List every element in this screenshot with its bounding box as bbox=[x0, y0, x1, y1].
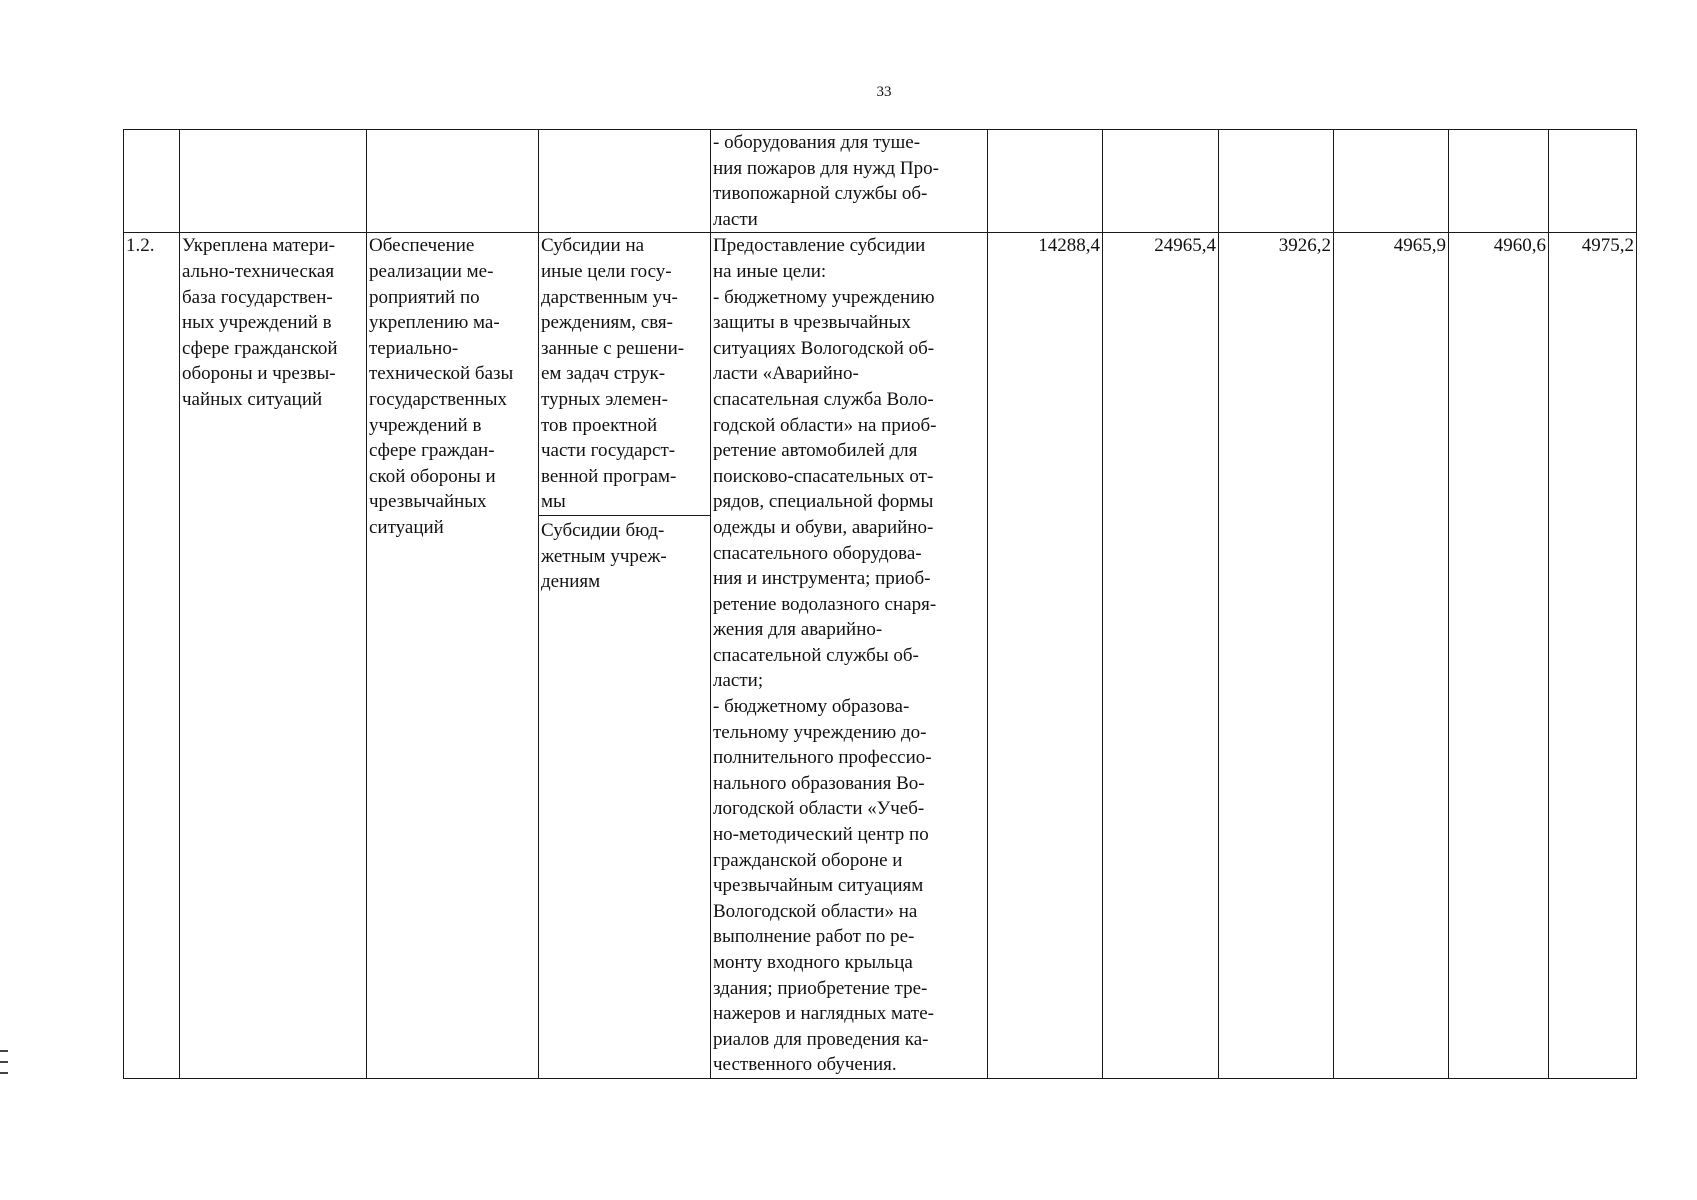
text-line: спасательной службы об- bbox=[713, 644, 919, 666]
cell-description bbox=[711, 233, 988, 1079]
cell-value-2: 24965,4 bbox=[1103, 233, 1219, 1079]
text-line: тов проектной bbox=[541, 414, 658, 436]
text-line: реждениям, свя- bbox=[541, 312, 673, 334]
text-line: ласти; bbox=[713, 670, 764, 692]
text-line: чрезвычайным ситуациям bbox=[713, 875, 924, 897]
text-line: ласти «Аварийно- bbox=[713, 363, 859, 385]
cell-value-empty bbox=[1334, 130, 1449, 233]
cell-description-continuation bbox=[711, 130, 988, 233]
cell-value-empty bbox=[1449, 130, 1549, 233]
text-line: обороны и чрезвы- bbox=[182, 363, 336, 385]
text-line: ласти bbox=[713, 208, 758, 230]
subsidy-type-a bbox=[539, 233, 710, 516]
text-line: база государствен- bbox=[182, 286, 333, 308]
cell-result bbox=[180, 233, 367, 1079]
text-line: ской обороны и bbox=[369, 465, 496, 487]
text-line: Субсидии бюд- bbox=[541, 519, 665, 541]
text-line: чрезвычайных bbox=[369, 491, 487, 513]
text-line: - бюджетному образова- bbox=[713, 696, 910, 718]
cell-result-empty bbox=[180, 130, 367, 233]
text-line: укреплению ма- bbox=[369, 312, 500, 334]
text-line: тельному учреждению до- bbox=[713, 721, 927, 743]
text-line: гражданской обороне и bbox=[713, 849, 903, 871]
text-line: нажеров и наглядных мате- bbox=[713, 1003, 934, 1025]
text-line: реализации ме- bbox=[369, 260, 494, 282]
text-line: защиты в чрезвычайных bbox=[713, 312, 911, 334]
cell-activity-empty bbox=[367, 130, 539, 233]
funding-table bbox=[123, 129, 1637, 1079]
text-line: ретение водолазного снаря- bbox=[713, 593, 937, 615]
cell-value-empty bbox=[1103, 130, 1219, 233]
table-row-1-2 bbox=[124, 233, 1637, 1079]
subsidy-type-b bbox=[541, 516, 708, 595]
text-line: чественного обучения. bbox=[713, 1054, 897, 1076]
text-line: учреждений в bbox=[369, 414, 482, 436]
text-line: нального образования Во- bbox=[713, 772, 925, 794]
text-line: ния и инструмента; приоб- bbox=[713, 568, 931, 590]
cell-number-empty bbox=[124, 130, 180, 233]
text-line: на иные цели: bbox=[713, 260, 827, 282]
cell-value-5: 4960,6 bbox=[1449, 233, 1549, 1079]
text-line: спасательного оборудова- bbox=[713, 542, 922, 564]
text-line: поисково-спасательных от- bbox=[713, 465, 934, 487]
cell-value-1: 14288,4 bbox=[988, 233, 1103, 1079]
text-line: Вологодской области» на bbox=[713, 900, 918, 922]
text-line: Предоставление субсидии bbox=[713, 235, 926, 257]
text-line: тивопожарной службы об- bbox=[713, 183, 928, 205]
text-line: турных элемен- bbox=[541, 388, 668, 410]
text-line: сфере граждан- bbox=[369, 440, 495, 462]
text-line: ных учреждений в bbox=[182, 312, 332, 334]
text-line: дарственным уч- bbox=[541, 286, 678, 308]
text-line: ально-техническая bbox=[182, 260, 335, 282]
cell-subsidy-type bbox=[539, 233, 711, 1079]
text-line: ретение автомобилей для bbox=[713, 440, 918, 462]
text-line: логодской области «Учеб- bbox=[713, 798, 925, 820]
text-line: выполнение работ по ре- bbox=[713, 926, 915, 948]
text-line: иные цели госу- bbox=[541, 260, 672, 282]
cell-value-empty bbox=[1219, 130, 1334, 233]
text-line: части государст- bbox=[541, 440, 676, 462]
text-line: жетным учреж- bbox=[541, 545, 667, 567]
text-line: занные с решени- bbox=[541, 337, 685, 359]
text-line: Укреплена матери- bbox=[182, 235, 335, 257]
text-line: венной програм- bbox=[541, 465, 677, 487]
text-line: монту входного крыльца bbox=[713, 952, 913, 973]
text-line: риалов для проведения ка- bbox=[713, 1028, 929, 1050]
text-line: ситуаций bbox=[369, 516, 444, 538]
cell-row-number: 1.2. bbox=[124, 233, 180, 1079]
text-line: ем задач струк- bbox=[541, 363, 666, 385]
text-line: - бюджетному учреждению bbox=[713, 286, 935, 308]
binding-mark bbox=[0, 1050, 8, 1094]
text-line: чайных ситуаций bbox=[182, 388, 323, 410]
text-line: жения для аварийно- bbox=[713, 619, 883, 641]
text-line: полнительного профессио- bbox=[713, 747, 932, 769]
text-line: ния пожаров для нужд Про- bbox=[713, 157, 939, 179]
text-line: Обеспечение bbox=[369, 235, 475, 257]
text-line: мы bbox=[541, 491, 566, 513]
cell-value-6: 4975,2 bbox=[1549, 233, 1637, 1079]
text-line: государственных bbox=[369, 388, 508, 410]
cell-value-3: 3926,2 bbox=[1219, 233, 1334, 1079]
text-line: Субсидии на bbox=[541, 235, 645, 257]
text-line: но-методический центр по bbox=[713, 824, 929, 846]
text-line: - оборудования для туше- bbox=[713, 132, 921, 153]
cell-value-empty bbox=[988, 130, 1103, 233]
cell-value-4: 4965,9 bbox=[1334, 233, 1449, 1079]
text-line: териально- bbox=[369, 337, 459, 359]
text-line: годской области» на приоб- bbox=[713, 414, 937, 436]
text-line: роприятий по bbox=[369, 286, 480, 308]
cell-value-empty bbox=[1549, 130, 1637, 233]
text-line: одежды и обуви, аварийно- bbox=[713, 516, 934, 538]
text-line: дениям bbox=[541, 571, 601, 593]
text-line: ситуациях Вологодской об- bbox=[713, 337, 935, 359]
page-number: 33 bbox=[876, 84, 892, 100]
text-line: рядов, специальной формы bbox=[713, 491, 934, 513]
text-line: сфере гражданской bbox=[182, 337, 338, 359]
table-row-continuation bbox=[124, 130, 1637, 233]
text-line: спасательная служба Воло- bbox=[713, 388, 934, 410]
text-line: здания; приобретение тре- bbox=[713, 977, 928, 999]
text-line: технической базы bbox=[369, 363, 514, 385]
cell-activity bbox=[367, 233, 539, 1079]
cell-subsidy-empty bbox=[539, 130, 711, 233]
